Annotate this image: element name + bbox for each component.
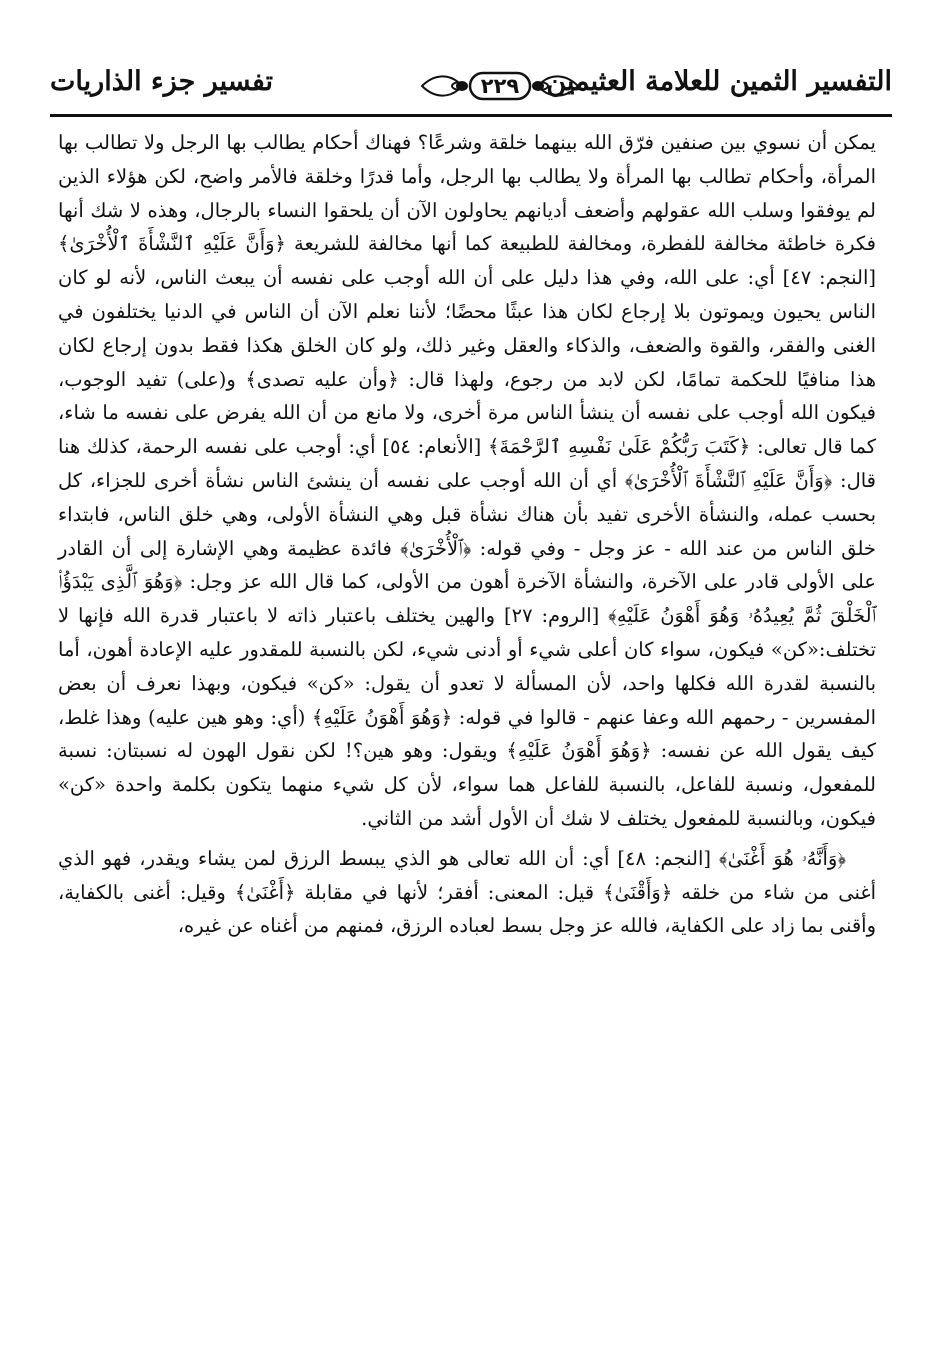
- book-title: التفسير الثمين للعلامة العثيمين: [546, 66, 892, 97]
- body-text: [58, 126, 876, 943]
- page-number: ٢٢٩: [480, 74, 520, 98]
- page-header: [50, 58, 892, 116]
- section-title: تفسير جزء الذاريات: [50, 66, 273, 97]
- header-divider: [50, 114, 892, 117]
- page-number-ornament: [420, 70, 580, 102]
- paragraph: ﴿وَأَنَّهُۥ هُوَ أَغْنَىٰ﴾ [النجم: ٤٨] أي: أن الله تعالى هو الذي يبسط الرزق لمن يشاء ويقدر، فهو الذي أغنى من شاء من خلقه ﴿وَأَقْنَىٰ﴾ قيل: المعنى: أفقر؛ لأنها في مقابلة ﴿أَغْنَىٰ﴾ وقيل: أغنى بالكفاية، وأقنى بما زاد على الكفاية، فالله عز وجل بسط لعباده الرزق، فمنهم من أغناه عن غيره،: [58, 846, 876, 938]
- paragraph: يمكن أن نسوي بين صنفين فرّق الله بينهما خلقة وشرعًا؟ فهناك أحكام يطالب بها الرجل ولا تطالب بها المرأة، وأحكام تطالب بها المرأة ولا يطالب بها الرجل، وأما قدرًا وخلقة فالأمر واضح، لكن هؤلاء الذين لم يوفقوا وسلب الله عقولهم وأضعف أديانهم يحاولون الآن أن يلحقوا النساء بالرجال، وهذه لا شك أنها فكرة خاطئة مخالفة للفطرة، ومخالفة للطبيعة كما أنها مخالفة للشريعة ﴿وَأَنَّ عَلَيْهِ ٱلنَّشْأَةَ ٱلْأُخْرَىٰ﴾ [النجم: ٤٧] أي: على الله، وفي هذا دليل على أن الله أوجب على نفسه أن يبعث الناس، لأنه لو كان الناس يحيون ويموتون بلا إرجاع لكان هذا عبثًا محضًا؛ لأننا نعلم الآن أن الناس في الدنيا يختلفون في الغنى والفقر، والقوة والضعف، والذكاء والعقل وغير ذلك، ولو كان الخلق هكذا فقط بدون إرجاع لكان هذا منافيًا للحكمة تمامًا، لكن لابد من رجوع، ولهذا قال: ﴿وأن عليه تصدى﴾ و(على) تفيد الوجوب، فيكون الله أوجب على نفسه أن ينشأ الناس مرة أخرى، ولا مانع من أن الله يفرض على نفسه ما شاء، كما قال تعالى: ﴿كَتَبَ رَبُّكُمْ عَلَىٰ نَفْسِهِ ٱلرَّحْمَةَ﴾ [الأنعام: ٥٤] أي: أوجب على نفسه الرحمة، كذلك هنا قال: ﴿وَأَنَّ عَلَيْهِ ٱلنَّشْأَةَ ٱلْأُخْرَىٰ﴾ أي أن الله أوجب على نفسه أن ينشئ الناس نشأة أخرى للجزاء، كل بحسب عمله، والنشأة الأخرى تفيد بأن هناك نشأة قبل وهي النشأة الأولى، وهي خلق الناس، فابتداء خلق الناس من عند الله - عز وجل - وفي قوله: ﴿ٱلْأُخْرَىٰ﴾ فائدة عظيمة وهي الإشارة إلى أن القادر على الأولى قادر على الآخرة، والنشأة الآخرة أهون من الأولى، كما قال الله عز وجل: ﴿وَهُوَ ٱلَّذِى يَبْدَؤُا۟ ٱلْخَلْقَ ثُمَّ يُعِيدُهُۥ وَهُوَ أَهْوَنُ عَلَيْهِ﴾ [الروم: ٢٧] والهين يختلف باعتبار ذاته لا باعتبار قدرة الله فإنها لا تختلف:«كن» فيكون، سواء كان أعلى شيء أو أدنى شيء، لكن بالنسبة للمقدور عليه الإعادة أهون، أما بالنسبة لقدرة الله فكلها واحد، لأن المسألة لا تعدو أن يقول: «كن» فيكون، وبهذا نعرف أن بعض المفسرين - رحمهم الله وعفا عنهم - قالوا في قوله: ﴿وَهُوَ أَهْوَنُ عَلَيْهِ﴾ (أي: وهو هين عليه) وهذا غلط، كيف يقول الله عن نفسه: ﴿وَهُوَ أَهْوَنُ عَلَيْهِ﴾ ويقول: وهو هين؟! لكن نقول الهون له نسبتان: نسبة للمفعول، ونسبة للفاعل، بالنسبة للفاعل هما سواء، لأن كل شيء منهما يتكون بكلمة واحدة «كن» فيكون، وبالنسبة للمفعول يختلف لا شك أن الأول أشد من الثاني.: [58, 131, 877, 830]
